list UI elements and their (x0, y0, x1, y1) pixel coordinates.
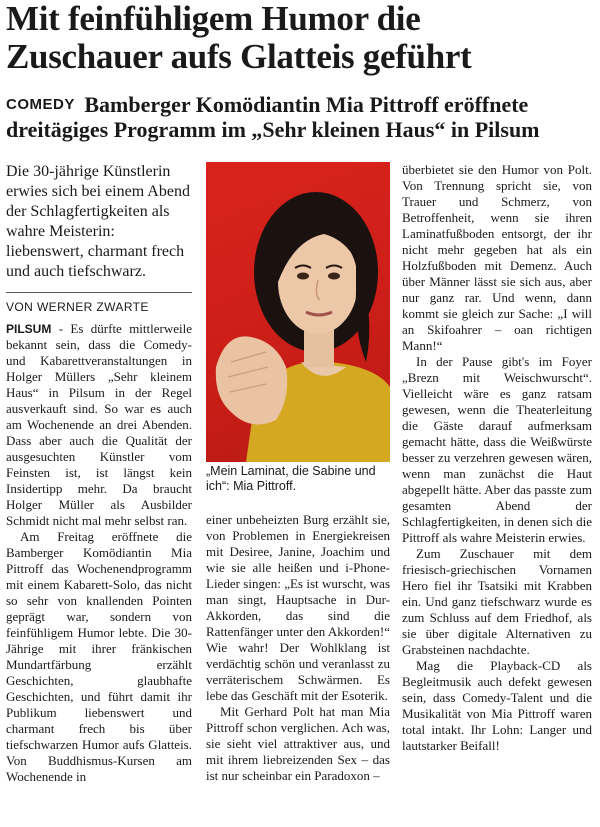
article-column-3 (402, 162, 592, 754)
headline (6, 0, 596, 76)
portrait-illustration (206, 162, 390, 462)
subhead-line-2: dreitägiges Programm im „Sehr kleinen Haus“ in Pilsum (6, 117, 540, 142)
article-column-1 (6, 162, 192, 785)
body-paragraph-5: überbietet sie den Humor von Polt. Von Trennung spricht sie, von Trauer und Schmerz, von Betroffenheit, wenn sie ihren Laminatfußboden entsorgt, der ihr nicht mehr gegeben hat als ein Holzfußboden mit Demenz. Auch über Männer lässt sie sich aus, aber nur ganz rar. Und wenn, dann kommt sie gleich zur Sache: „I will an Skifoahrer – oan richtigen Mann!“ (402, 162, 592, 353)
body-paragraph-1 (6, 321, 192, 529)
body-paragraph-1-text: - Es dürfte mittlerweile bekannt sein, dass die Comedy- und Kabarettveranstaltungen in Holger Müllers „Sehr kleinem Haus“ in Pilsum in der Regel ausverkauft sind. So war es auch am Wochenende an drei Abenden. Dass aber auch die Qualität der ausgesuchten Künstler vom Feinsten ist, ist längst kein Insidertipp mehr. Da braucht Holger Müller als Ausbilder Schmidt nicht mal mehr selbst ran. (6, 321, 192, 528)
section-kicker: COMEDY (6, 96, 75, 113)
body-paragraph-4: Mit Gerhard Polt hat man Mia Pittroff schon verglichen. Ach was, sie sieht viel attraktiver aus, und mit ihrem liebreizenden Sex – das ist nur scheinbar ein Paradoxon – (206, 704, 390, 783)
article-column-2 (206, 512, 390, 784)
body-paragraph-8: Mag die Playback-CD als Begleitmusik auch defekt gewesen sein, dass Comedy-Talent und die Musikalität von Mia Pittroff waren total intakt. Ihr Lohn: Langer und lautstarker Beifall! (402, 658, 592, 753)
byline: VON WERNER ZWARTE (6, 292, 192, 315)
photo-caption: „Mein Laminat, die Sabine und ich“: Mia Pittroff. (206, 464, 376, 493)
article-photo (206, 162, 390, 462)
lead-paragraph: Die 30-jährige Künstlerin erwies sich bei einem Abend der Schlagfertigkeiten als wahre Meisterin: liebenswert, charmant frech und auch tiefschwarz. (6, 163, 190, 280)
headline-line-2: Zuschauer aufs Glatteis geführt (6, 37, 472, 76)
body-paragraph-2: Am Freitag eröffnete die Bamberger Komödiantin Mia Pittroff das Wochenendprogramm mit einem Kabarett-Solo, das nicht so sehr von knallenden Pointen geprägt war, sondern von feinfühligem Humor lebte. Die 30-Jährige mit ihrer fränkischen Mundartfärbung erzählt Geschichten, glaubhafte Geschichten, und führt damit ihr Publikum liebenswert und charmant frech bis über tiefschwarzen Humor aufs Glatteis. Von Buddhismus-Kursen am Wochenende in (6, 529, 192, 784)
subhead-text-1: Bamberger Komödiantin Mia Pittroff eröffnete (84, 92, 529, 117)
body-paragraph-6: In der Pause gibt's im Foyer „Brezn mit Weischwurscht“. Vielleicht wäre es ganz ratsam gewesen, wenn die Theaterleitung die Gäste darauf aufmerksam gemacht hätte, dass die Weißwürste besser zu verzehren gewesen wären, wenn man zunächst die Haut abgepellt hätte. Aber das passte zum gesamten Abend der Schlagfertigkeiten, in denen sich die Pittroff als wahre Meisterin erwies. (402, 354, 592, 545)
body-paragraph-3: einer unbeheizten Burg erzählt sie, von Problemen in Energiekreisen mit Desiree, Janine, Joachim und wie sie alle heißen und i-Phone-Lieder singen: „Es ist wurscht, was man singt, Hauptsache in Dur-Akkorden, das sind die Rattenfänger unter den Akkorden!“ Wie wahr! Der Wohlklang ist verdächtig schön und veranlasst zu verräterischem Schwärmen. Es lebe das Geschäft mit der Esoterik. (206, 512, 390, 703)
headline-line-1: Mit feinfühligem Humor die (6, 0, 421, 38)
body-paragraph-7: Zum Zuschauer mit dem friesisch-griechischen Vornamen Hero fiel ihr Tsatsiki mit Krabben ein. Und ganz tiefschwarz wurde es zum Schluss auf dem Friedhof, als sie über digitale Alternativen zu Grabsteinen nachdachte. (402, 546, 592, 657)
subhead-line-1 (6, 92, 596, 117)
subheadline (6, 92, 596, 142)
dateline: PILSUM (6, 322, 52, 336)
